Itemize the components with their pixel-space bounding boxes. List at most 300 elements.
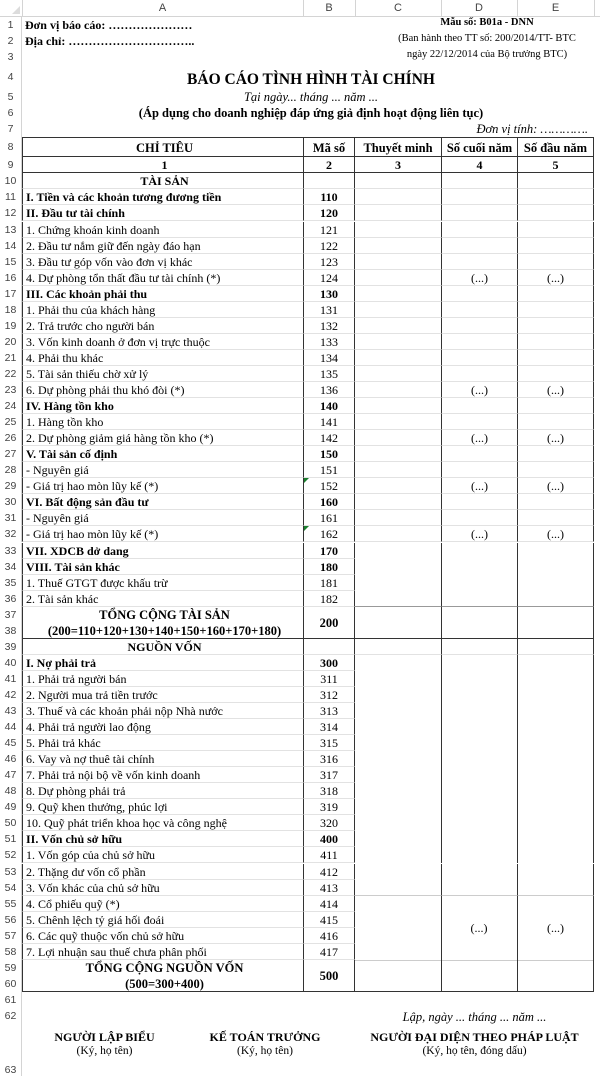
indicator-cell[interactable]: 9. Quỹ khen thưởng, phúc lợi bbox=[22, 799, 303, 815]
indicator-cell[interactable]: VI. Bất động sản đầu tư bbox=[22, 494, 303, 510]
code-cell[interactable]: 150 bbox=[303, 446, 355, 462]
total-sources-year-end[interactable] bbox=[441, 960, 517, 992]
indicator-cell[interactable]: TÀI SẢN bbox=[22, 173, 303, 189]
year-end-cell[interactable]: (...) bbox=[441, 270, 517, 286]
note-cell[interactable] bbox=[355, 366, 441, 382]
note-cell[interactable] bbox=[355, 222, 441, 238]
indicator-cell[interactable]: 7. Lợi nhuận sau thuế chưa phân phối bbox=[22, 944, 303, 960]
note-cell[interactable] bbox=[355, 173, 441, 189]
code-cell[interactable]: 140 bbox=[303, 398, 355, 414]
row-header-37[interactable]: 37 bbox=[0, 607, 22, 623]
row-header-27[interactable]: 27 bbox=[0, 446, 22, 462]
code-cell[interactable]: 2 bbox=[303, 157, 355, 173]
note-cell[interactable] bbox=[355, 302, 441, 318]
code-cell[interactable]: 320 bbox=[303, 815, 355, 831]
year-end-cell[interactable] bbox=[441, 671, 517, 687]
indicator-cell[interactable]: 4. Cổ phiếu quỹ (*) bbox=[22, 896, 303, 912]
row-header-47[interactable]: 47 bbox=[0, 767, 22, 783]
note-cell[interactable] bbox=[355, 430, 441, 446]
code-cell[interactable]: 123 bbox=[303, 254, 355, 270]
row-header-54[interactable]: 54 bbox=[0, 880, 22, 896]
row-header-63[interactable]: 63 bbox=[0, 1024, 22, 1076]
code-cell[interactable]: 415 bbox=[303, 912, 355, 928]
indicator-cell[interactable]: VII. XDCB dở dang bbox=[22, 543, 303, 559]
note-cell[interactable] bbox=[355, 189, 441, 205]
year-begin-cell[interactable] bbox=[517, 173, 594, 189]
year-end-cell[interactable] bbox=[441, 703, 517, 719]
note-cell[interactable] bbox=[355, 543, 441, 559]
row-header-1[interactable]: 1 bbox=[0, 17, 22, 33]
row-header-48[interactable]: 48 bbox=[0, 783, 22, 799]
indicator-cell[interactable]: I. Nợ phải trả bbox=[22, 655, 303, 671]
code-cell[interactable]: 120 bbox=[303, 205, 355, 221]
note-cell[interactable] bbox=[355, 575, 441, 591]
year-end-cell[interactable] bbox=[441, 575, 517, 591]
row-header-14[interactable]: 14 bbox=[0, 238, 22, 254]
row-header-8[interactable]: 8 bbox=[0, 137, 22, 157]
year-begin-cell[interactable] bbox=[517, 302, 594, 318]
code-cell[interactable]: 400 bbox=[303, 831, 355, 847]
year-end-cell[interactable] bbox=[441, 254, 517, 270]
indicator-cell[interactable]: V. Tài sản cố định bbox=[22, 446, 303, 462]
note-cell[interactable] bbox=[355, 398, 441, 414]
row-header-12[interactable]: 12 bbox=[0, 205, 22, 221]
code-cell[interactable]: Mã số bbox=[303, 137, 355, 157]
year-begin-cell[interactable] bbox=[517, 671, 594, 687]
year-end-cell[interactable] bbox=[441, 880, 517, 896]
indicator-cell[interactable]: 1. Hàng tồn kho bbox=[22, 414, 303, 430]
indicator-cell[interactable]: NGUỒN VỐN bbox=[22, 639, 303, 655]
column-header-b[interactable]: B bbox=[303, 0, 356, 16]
year-end-cell[interactable] bbox=[441, 767, 517, 783]
row-header-39[interactable]: 39 bbox=[0, 639, 22, 655]
row-header-6[interactable]: 6 bbox=[0, 105, 22, 121]
code-cell[interactable]: 152 bbox=[303, 478, 355, 494]
indicator-cell[interactable]: VIII. Tài sản khác bbox=[22, 559, 303, 575]
year-begin-cell[interactable] bbox=[517, 687, 594, 703]
row-header-7[interactable]: 7 bbox=[0, 121, 22, 137]
note-cell[interactable] bbox=[355, 767, 441, 783]
row-header-40[interactable]: 40 bbox=[0, 655, 22, 671]
year-end-cell[interactable]: (...) bbox=[441, 382, 517, 398]
code-cell[interactable]: 315 bbox=[303, 735, 355, 751]
note-cell[interactable] bbox=[355, 478, 441, 494]
year-end-cell[interactable] bbox=[441, 783, 517, 799]
row-header-34[interactable]: 34 bbox=[0, 559, 22, 575]
indicator-cell[interactable]: 2. Dự phòng giảm giá hàng tồn kho (*) bbox=[22, 430, 303, 446]
year-begin-cell[interactable] bbox=[517, 767, 594, 783]
code-cell[interactable]: 160 bbox=[303, 494, 355, 510]
code-cell[interactable]: 121 bbox=[303, 222, 355, 238]
year-begin-cell[interactable] bbox=[517, 815, 594, 831]
row-header-57[interactable]: 57 bbox=[0, 928, 22, 944]
note-cell[interactable] bbox=[355, 831, 441, 847]
year-end-cell[interactable] bbox=[441, 350, 517, 366]
row-header-43[interactable]: 43 bbox=[0, 703, 22, 719]
year-begin-cell[interactable] bbox=[517, 864, 594, 880]
note-cell[interactable] bbox=[355, 526, 441, 542]
note-cell[interactable] bbox=[355, 751, 441, 767]
row-header-5[interactable]: 5 bbox=[0, 89, 22, 105]
code-cell[interactable]: 317 bbox=[303, 767, 355, 783]
indicator-cell[interactable]: I. Tiền và các khoản tương đương tiền bbox=[22, 189, 303, 205]
year-end-cell[interactable] bbox=[441, 286, 517, 302]
year-begin-cell[interactable] bbox=[517, 655, 594, 671]
year-end-cell[interactable] bbox=[441, 205, 517, 221]
note-cell[interactable] bbox=[355, 334, 441, 350]
row-header-61[interactable]: 61 bbox=[0, 992, 22, 1008]
row-header-50[interactable]: 50 bbox=[0, 815, 22, 831]
row-header-11[interactable]: 11 bbox=[0, 189, 22, 205]
code-cell[interactable]: 412 bbox=[303, 864, 355, 880]
code-cell[interactable]: 135 bbox=[303, 366, 355, 382]
indicator-cell[interactable]: 7. Phải trả nội bộ về vốn kinh doanh bbox=[22, 767, 303, 783]
code-cell[interactable]: 180 bbox=[303, 559, 355, 575]
total-sources-code[interactable]: 500 bbox=[303, 960, 355, 992]
year-begin-cell[interactable] bbox=[517, 414, 594, 430]
year-begin-cell[interactable]: Số đầu năm bbox=[517, 137, 594, 157]
row-header-18[interactable]: 18 bbox=[0, 302, 22, 318]
year-begin-cell[interactable] bbox=[517, 575, 594, 591]
indicator-cell[interactable]: 2. Người mua trả tiền trước bbox=[22, 687, 303, 703]
year-end-cell[interactable] bbox=[441, 831, 517, 847]
indicator-cell[interactable]: - Giá trị hao mòn lũy kế (*) bbox=[22, 526, 303, 542]
row-header-2[interactable]: 2 bbox=[0, 33, 22, 49]
year-begin-cell[interactable] bbox=[517, 494, 594, 510]
year-end-cell[interactable] bbox=[441, 543, 517, 559]
column-header-d[interactable]: D bbox=[441, 0, 518, 16]
code-cell[interactable]: 316 bbox=[303, 751, 355, 767]
note-cell[interactable] bbox=[355, 847, 441, 863]
note-cell[interactable] bbox=[355, 799, 441, 815]
row-header-25[interactable]: 25 bbox=[0, 414, 22, 430]
year-end-cell[interactable] bbox=[441, 462, 517, 478]
year-end-cell[interactable] bbox=[441, 189, 517, 205]
year-begin-cell[interactable] bbox=[517, 189, 594, 205]
year-begin-cell[interactable] bbox=[517, 366, 594, 382]
code-cell[interactable]: 182 bbox=[303, 591, 355, 607]
row-header-4[interactable]: 4 bbox=[0, 65, 22, 89]
row-header-24[interactable]: 24 bbox=[0, 398, 22, 414]
note-cell[interactable] bbox=[355, 880, 441, 896]
year-begin-cell[interactable] bbox=[517, 318, 594, 334]
row-header-56[interactable]: 56 bbox=[0, 912, 22, 928]
row-header-46[interactable]: 46 bbox=[0, 751, 22, 767]
year-end-cell[interactable] bbox=[441, 446, 517, 462]
year-begin-cell[interactable] bbox=[517, 735, 594, 751]
year-begin-cell[interactable] bbox=[517, 719, 594, 735]
indicator-cell[interactable]: 5. Phải trả khác bbox=[22, 735, 303, 751]
year-begin-cell[interactable] bbox=[517, 222, 594, 238]
code-cell[interactable]: 314 bbox=[303, 719, 355, 735]
indicator-cell[interactable]: 2. Đầu tư nắm giữ đến ngày đáo hạn bbox=[22, 238, 303, 254]
year-begin-cell[interactable] bbox=[517, 254, 594, 270]
note-cell[interactable] bbox=[355, 912, 441, 928]
note-cell[interactable] bbox=[355, 254, 441, 270]
column-header-c[interactable]: C bbox=[355, 0, 442, 16]
note-cell[interactable] bbox=[355, 462, 441, 478]
year-end-cell[interactable] bbox=[441, 222, 517, 238]
note-cell[interactable] bbox=[355, 591, 441, 607]
year-begin-cell[interactable] bbox=[517, 751, 594, 767]
code-cell[interactable]: 110 bbox=[303, 189, 355, 205]
year-begin-cell[interactable] bbox=[517, 543, 594, 559]
indicator-cell[interactable]: 4. Dự phòng tổn thất đầu tư tài chính (*) bbox=[22, 270, 303, 286]
year-end-cell[interactable] bbox=[441, 735, 517, 751]
indicator-cell[interactable]: - Giá trị hao mòn lũy kế (*) bbox=[22, 478, 303, 494]
year-end-cell[interactable] bbox=[441, 799, 517, 815]
year-end-cell[interactable]: (...) bbox=[441, 478, 517, 494]
year-end-cell[interactable] bbox=[441, 655, 517, 671]
code-cell[interactable]: 181 bbox=[303, 575, 355, 591]
row-header-59[interactable]: 59 bbox=[0, 960, 22, 976]
year-end-cell[interactable] bbox=[441, 510, 517, 526]
row-header-29[interactable]: 29 bbox=[0, 478, 22, 494]
row-header-36[interactable]: 36 bbox=[0, 591, 22, 607]
year-begin-cell[interactable]: (...) bbox=[517, 270, 594, 286]
code-cell[interactable]: 130 bbox=[303, 286, 355, 302]
total-assets-note[interactable] bbox=[355, 607, 441, 639]
row-header-28[interactable]: 28 bbox=[0, 462, 22, 478]
code-cell[interactable]: 313 bbox=[303, 703, 355, 719]
year-end-cell[interactable] bbox=[441, 318, 517, 334]
row-header-53[interactable]: 53 bbox=[0, 864, 22, 880]
row-header-31[interactable]: 31 bbox=[0, 510, 22, 526]
year-end-cell[interactable] bbox=[441, 398, 517, 414]
note-cell[interactable] bbox=[355, 238, 441, 254]
year-end-cell[interactable] bbox=[441, 639, 517, 655]
total-sources-note[interactable] bbox=[355, 960, 441, 992]
column-header-e[interactable]: E bbox=[517, 0, 595, 16]
year-end-cell[interactable] bbox=[441, 414, 517, 430]
total-sources-label[interactable] bbox=[22, 960, 303, 992]
note-cell[interactable] bbox=[355, 928, 441, 944]
code-cell[interactable]: 131 bbox=[303, 302, 355, 318]
note-cell[interactable] bbox=[355, 414, 441, 430]
note-cell[interactable] bbox=[355, 639, 441, 655]
indicator-cell[interactable]: 3. Vốn khác của chủ sở hữu bbox=[22, 880, 303, 896]
column-header-a[interactable]: A bbox=[22, 0, 304, 16]
year-begin-cell[interactable] bbox=[517, 510, 594, 526]
row-header-20[interactable]: 20 bbox=[0, 334, 22, 350]
row-header-45[interactable]: 45 bbox=[0, 735, 22, 751]
note-cell[interactable] bbox=[355, 896, 441, 912]
year-begin-cell[interactable]: (...) bbox=[517, 430, 594, 446]
code-cell[interactable]: 162 bbox=[303, 526, 355, 542]
year-begin-cell[interactable] bbox=[517, 286, 594, 302]
indicator-cell[interactable]: 3. Vốn kinh doanh ở đơn vị trực thuộc bbox=[22, 334, 303, 350]
year-end-cell[interactable]: 4 bbox=[441, 157, 517, 173]
year-begin-cell[interactable] bbox=[517, 880, 594, 896]
row-header-16[interactable]: 16 bbox=[0, 270, 22, 286]
note-cell[interactable] bbox=[355, 944, 441, 960]
code-cell[interactable]: 300 bbox=[303, 655, 355, 671]
indicator-cell[interactable]: 4. Phải trả người lao động bbox=[22, 719, 303, 735]
note-cell[interactable] bbox=[355, 382, 441, 398]
note-cell[interactable] bbox=[355, 687, 441, 703]
indicator-cell[interactable]: III. Các khoản phải thu bbox=[22, 286, 303, 302]
code-cell[interactable]: 151 bbox=[303, 462, 355, 478]
indicator-cell[interactable]: 3. Thuế và các khoản phải nộp Nhà nước bbox=[22, 703, 303, 719]
year-begin-cell[interactable] bbox=[517, 591, 594, 607]
year-end-cell[interactable]: Số cuối năm bbox=[441, 137, 517, 157]
indicator-cell[interactable]: 3. Đầu tư góp vốn vào đơn vị khác bbox=[22, 254, 303, 270]
note-cell[interactable] bbox=[355, 815, 441, 831]
year-begin-cell[interactable] bbox=[517, 639, 594, 655]
code-cell[interactable]: 141 bbox=[303, 414, 355, 430]
note-cell[interactable] bbox=[355, 318, 441, 334]
code-cell[interactable]: 318 bbox=[303, 783, 355, 799]
indicator-cell[interactable]: - Nguyên giá bbox=[22, 510, 303, 526]
code-cell[interactable]: 161 bbox=[303, 510, 355, 526]
year-end-cell[interactable] bbox=[441, 751, 517, 767]
indicator-cell[interactable]: 8. Dự phòng phải trả bbox=[22, 783, 303, 799]
indicator-cell[interactable]: 10. Quỹ phát triển khoa học và công nghệ bbox=[22, 815, 303, 831]
row-header-58[interactable]: 58 bbox=[0, 944, 22, 960]
row-header-26[interactable]: 26 bbox=[0, 430, 22, 446]
row-header-19[interactable]: 19 bbox=[0, 318, 22, 334]
code-cell[interactable]: 319 bbox=[303, 799, 355, 815]
year-end-cell[interactable] bbox=[441, 366, 517, 382]
year-begin-cell[interactable] bbox=[517, 462, 594, 478]
code-cell[interactable]: 311 bbox=[303, 671, 355, 687]
note-cell[interactable] bbox=[355, 671, 441, 687]
indicator-cell[interactable]: 1. Chứng khoán kinh doanh bbox=[22, 222, 303, 238]
code-cell[interactable]: 312 bbox=[303, 687, 355, 703]
code-cell[interactable]: 133 bbox=[303, 334, 355, 350]
year-begin-cell[interactable] bbox=[517, 703, 594, 719]
year-begin-cell[interactable]: (...) bbox=[517, 478, 594, 494]
year-begin-cell[interactable]: 5 bbox=[517, 157, 594, 173]
indicator-cell[interactable]: 6. Dự phòng phải thu khó đòi (*) bbox=[22, 382, 303, 398]
code-cell[interactable]: 414 bbox=[303, 896, 355, 912]
year-begin-cell[interactable]: (...) bbox=[517, 526, 594, 542]
total-assets-label[interactable] bbox=[22, 607, 303, 639]
note-cell[interactable]: 3 bbox=[355, 157, 441, 173]
code-cell[interactable]: 124 bbox=[303, 270, 355, 286]
code-cell[interactable] bbox=[303, 173, 355, 189]
row-header-15[interactable]: 15 bbox=[0, 254, 22, 270]
year-end-cell[interactable] bbox=[441, 238, 517, 254]
code-cell[interactable]: 122 bbox=[303, 238, 355, 254]
total-assets-year-begin[interactable] bbox=[517, 607, 594, 639]
year-begin-cell[interactable] bbox=[517, 334, 594, 350]
row-header-10[interactable]: 10 bbox=[0, 173, 22, 189]
indicator-cell[interactable]: 1 bbox=[22, 157, 303, 173]
indicator-cell[interactable]: 1. Vốn góp của chủ sở hữu bbox=[22, 847, 303, 863]
year-end-cell[interactable]: (...) bbox=[441, 430, 517, 446]
row-header-62[interactable]: 62 bbox=[0, 1008, 22, 1024]
note-cell[interactable] bbox=[355, 205, 441, 221]
year-end-cell[interactable] bbox=[441, 687, 517, 703]
year-end-cell[interactable] bbox=[441, 559, 517, 575]
year-begin-cell[interactable] bbox=[517, 847, 594, 863]
code-cell[interactable]: 134 bbox=[303, 350, 355, 366]
indicator-cell[interactable]: 1. Phải thu của khách hàng bbox=[22, 302, 303, 318]
year-end-cell[interactable] bbox=[441, 591, 517, 607]
indicator-cell[interactable]: 2. Trả trước cho người bán bbox=[22, 318, 303, 334]
row-header-23[interactable]: 23 bbox=[0, 382, 22, 398]
note-cell[interactable] bbox=[355, 494, 441, 510]
row-header-38[interactable]: 38 bbox=[0, 623, 22, 639]
row-header-55[interactable]: 55 bbox=[0, 896, 22, 912]
note-cell[interactable] bbox=[355, 719, 441, 735]
year-end-cell[interactable] bbox=[441, 719, 517, 735]
year-begin-cell[interactable] bbox=[517, 238, 594, 254]
year-begin-cell[interactable]: (...) bbox=[517, 382, 594, 398]
year-begin-cell[interactable] bbox=[517, 398, 594, 414]
year-end-cell[interactable] bbox=[441, 173, 517, 189]
total-assets-year-end[interactable] bbox=[441, 607, 517, 639]
year-end-cell[interactable]: (...) bbox=[441, 526, 517, 542]
indicator-cell[interactable]: II. Vốn chủ sở hữu bbox=[22, 831, 303, 847]
code-cell[interactable]: 170 bbox=[303, 543, 355, 559]
note-cell[interactable] bbox=[355, 510, 441, 526]
indicator-cell[interactable]: 5. Chênh lệch tỷ giá hối đoái bbox=[22, 912, 303, 928]
code-cell[interactable]: 411 bbox=[303, 847, 355, 863]
note-cell[interactable] bbox=[355, 864, 441, 880]
total-assets-code[interactable]: 200 bbox=[303, 607, 355, 639]
note-cell[interactable] bbox=[355, 783, 441, 799]
row-header-13[interactable]: 13 bbox=[0, 222, 22, 238]
row-header-21[interactable]: 21 bbox=[0, 350, 22, 366]
indicator-cell[interactable]: II. Đầu tư tài chính bbox=[22, 205, 303, 221]
year-begin-cell[interactable] bbox=[517, 205, 594, 221]
year-begin-cell[interactable] bbox=[517, 799, 594, 815]
indicator-cell[interactable]: - Nguyên giá bbox=[22, 462, 303, 478]
row-header-41[interactable]: 41 bbox=[0, 671, 22, 687]
year-begin-cell[interactable] bbox=[517, 559, 594, 575]
year-begin-cell[interactable] bbox=[517, 831, 594, 847]
indicator-cell[interactable]: 6. Vay và nợ thuê tài chính bbox=[22, 751, 303, 767]
indicator-cell[interactable]: 4. Phải thu khác bbox=[22, 350, 303, 366]
note-cell[interactable] bbox=[355, 286, 441, 302]
indicator-cell[interactable]: 2. Tài sản khác bbox=[22, 591, 303, 607]
row-header-9[interactable]: 9 bbox=[0, 157, 22, 173]
row-header-51[interactable]: 51 bbox=[0, 831, 22, 847]
row-header-32[interactable]: 32 bbox=[0, 526, 22, 542]
row-header-52[interactable]: 52 bbox=[0, 847, 22, 863]
note-cell[interactable] bbox=[355, 350, 441, 366]
year-end-cell[interactable] bbox=[441, 494, 517, 510]
year-begin-cell[interactable] bbox=[517, 446, 594, 462]
code-cell[interactable]: 416 bbox=[303, 928, 355, 944]
year-end-cell[interactable] bbox=[441, 302, 517, 318]
indicator-cell[interactable]: 2. Thặng dư vốn cổ phần bbox=[22, 864, 303, 880]
row-header-22[interactable]: 22 bbox=[0, 366, 22, 382]
indicator-cell[interactable]: 1. Phải trả người bán bbox=[22, 671, 303, 687]
row-header-35[interactable]: 35 bbox=[0, 575, 22, 591]
row-header-44[interactable]: 44 bbox=[0, 719, 22, 735]
code-cell[interactable]: 136 bbox=[303, 382, 355, 398]
code-cell[interactable]: 142 bbox=[303, 430, 355, 446]
year-end-cell[interactable] bbox=[441, 815, 517, 831]
year-end-cell[interactable] bbox=[441, 864, 517, 880]
indicator-cell[interactable]: 1. Thuế GTGT được khấu trừ bbox=[22, 575, 303, 591]
year-end-cell[interactable] bbox=[441, 334, 517, 350]
note-cell[interactable] bbox=[355, 735, 441, 751]
row-header-49[interactable]: 49 bbox=[0, 799, 22, 815]
row-header-3[interactable]: 3 bbox=[0, 49, 22, 65]
code-cell[interactable]: 417 bbox=[303, 944, 355, 960]
total-sources-year-begin[interactable] bbox=[517, 960, 594, 992]
row-header-17[interactable]: 17 bbox=[0, 286, 22, 302]
note-cell[interactable] bbox=[355, 703, 441, 719]
row-header-42[interactable]: 42 bbox=[0, 687, 22, 703]
indicator-cell[interactable]: CHỈ TIÊU bbox=[22, 137, 303, 157]
indicator-cell[interactable]: IV. Hàng tồn kho bbox=[22, 398, 303, 414]
code-cell[interactable]: 132 bbox=[303, 318, 355, 334]
